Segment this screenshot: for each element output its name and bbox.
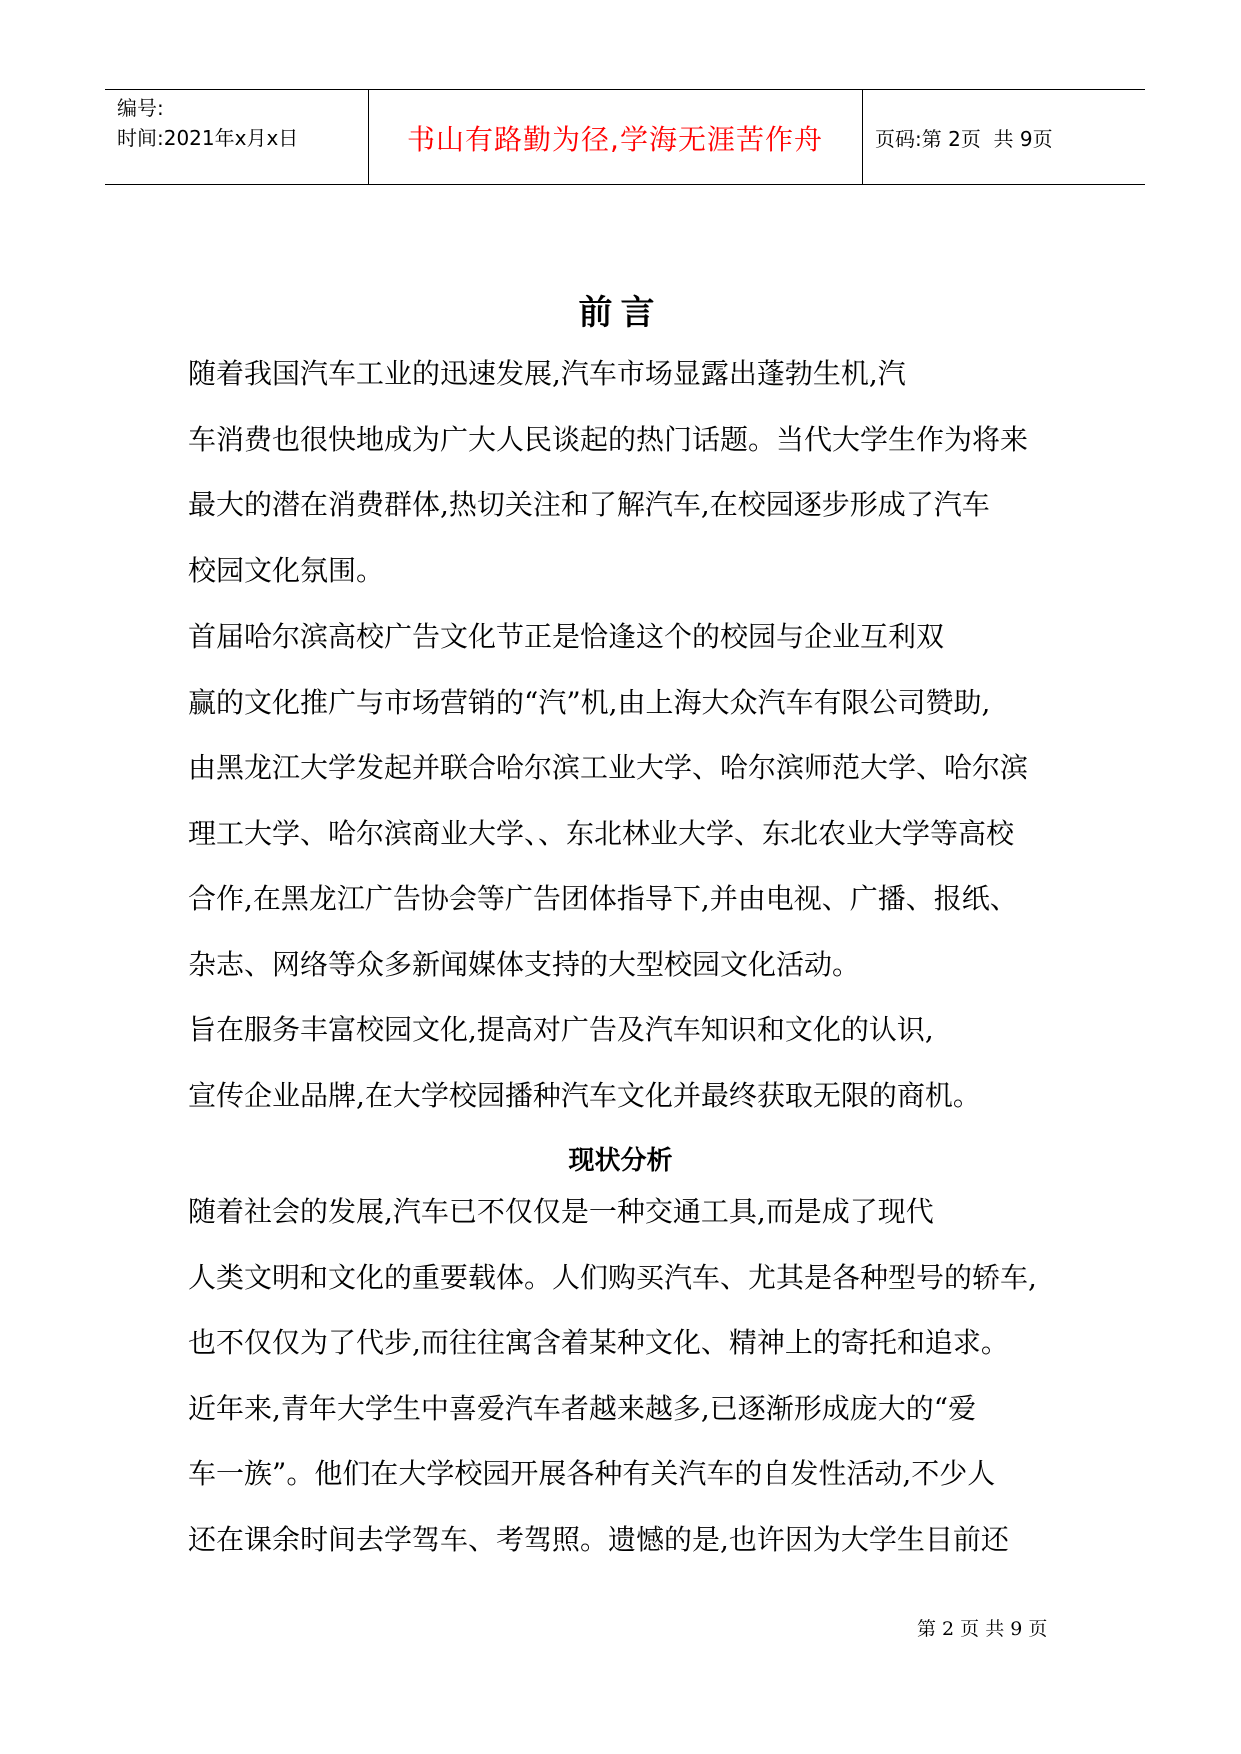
- paragraph-line: 车消费也很快地成为广大人民谈起的热门话题。当代大学生作为将来: [188, 422, 1029, 456]
- paragraph-line: 最大的潜在消费群体,热切关注和了解汽车,在校园逐步形成了汽车: [188, 488, 990, 521]
- paragraph-line: 旨在服务丰富校园文化,提高对广告及汽车知识和文化的认识,: [188, 1013, 934, 1046]
- paragraph-line: 首届哈尔滨高校广告文化节正是恰逢这个的校园与企业互利双: [188, 620, 945, 653]
- paragraph-2: [188, 604, 1068, 997]
- header-motto: 书山有路勤为径,学海无涯苦作舟: [407, 123, 823, 156]
- paragraph-line: 校园文化氛围。: [188, 553, 385, 587]
- document-time-label: 时间:2021年x月x日: [117, 126, 299, 150]
- page-footer: 第 2 页 共 9 页: [917, 1618, 1048, 1640]
- paragraph-1: [188, 341, 1068, 603]
- section-paragraph: [188, 1179, 1068, 1572]
- paragraph-line: 人类文明和文化的重要载体。人们购买汽车、尤其是各种型号的轿车,: [188, 1260, 1037, 1294]
- paragraph-line: 赢的文化推广与市场营销的“汽”机,由上海大众汽车有限公司赞助,: [188, 685, 991, 719]
- paragraph-line: 随着我国汽车工业的迅速发展,汽车市场显露出蓬勃生机,汽: [188, 357, 906, 390]
- header-divider-right: [862, 90, 863, 184]
- page-header: [105, 89, 1145, 185]
- paragraph-line: 合作,在黑龙江广告协会等广告团体指导下,并由电视、广播、报纸、: [188, 882, 1018, 915]
- header-meta: [117, 93, 298, 153]
- paragraph-line: 车一族”。他们在大学校园开展各种有关汽车的自发性活动,不少人: [188, 1457, 996, 1490]
- paragraph-line: 理工大学、哈尔滨商业大学、、东北林业大学、东北农业大学等高校: [188, 816, 1015, 850]
- document-number-label: 编号:: [117, 96, 164, 120]
- paragraph-line: 杂志、网络等众多新闻媒体支持的大型校园文化活动。: [188, 947, 861, 981]
- header-page-info: 页码:第 2页 共 9页: [875, 127, 1053, 151]
- paragraph-line: 随着社会的发展,汽车已不仅仅是一种交通工具,而是成了现代: [188, 1195, 934, 1228]
- section-title: 现状分析: [568, 1146, 673, 1176]
- paragraph-line: 也不仅仅为了代步,而往往寓含着某种文化、精神上的寄托和追求。: [188, 1326, 1009, 1359]
- paragraph-3: [188, 997, 1068, 1128]
- page-title: 前言: [578, 293, 663, 333]
- paragraph-line: 由黑龙江大学发起并联合哈尔滨工业大学、哈尔滨师范大学、哈尔滨: [188, 751, 1029, 784]
- paragraph-line: 近年来,青年大学生中喜爱汽车者越来越多,已逐渐形成庞大的“爱: [188, 1391, 977, 1425]
- paragraph-line: 宣传企业品牌,在大学校园播种汽车文化并最终获取无限的商机。: [188, 1078, 981, 1112]
- paragraph-line: 还在课余时间去学驾车、考驾照。遗憾的是,也许因为大学生目前还: [188, 1522, 1009, 1556]
